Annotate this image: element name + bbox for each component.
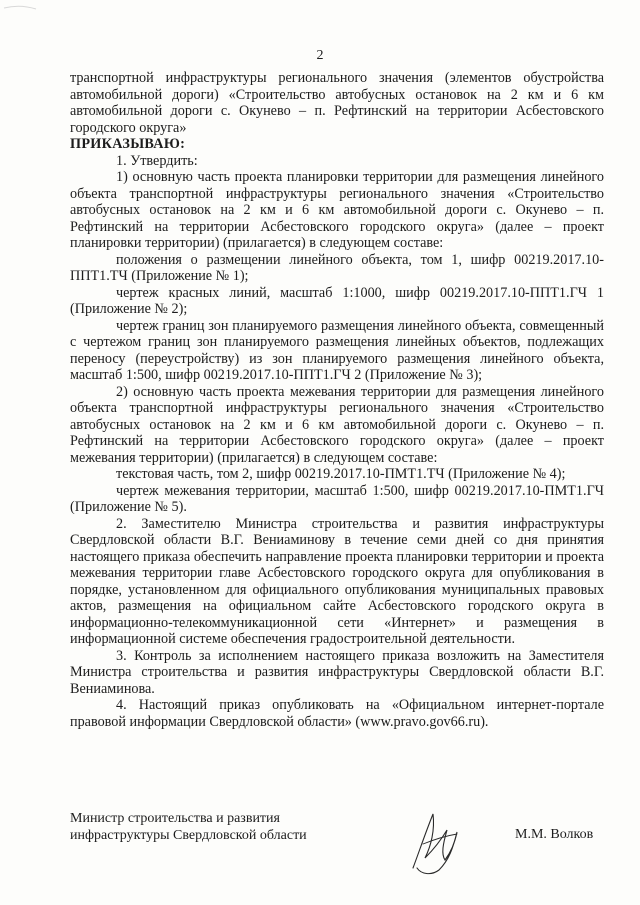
paragraph-1-1-c: чертеж границ зон планируемого размещения линейного объекта, совмещенный с чертежом границ зон планируемого размещения линейных объектов, подлежащих переносу (переустройству) из зон планируемого размещения линейного объекта, масштаб 1:500, шифр 00219.2017.10-ППТ1.ГЧ 2 (Приложение № 3); — [70, 317, 604, 383]
paragraph-1-1-a: положения о размещении линейного объекта, том 1, шифр 00219.2017.10-ППТ1.ТЧ (Приложение № 1); — [70, 251, 604, 284]
paragraph-4: 4. Настоящий приказ опубликовать на «Официальном интернет-портале правовой информации Свердловской области» (www.pravo.gov66.ru). — [70, 697, 604, 730]
paragraph-1-2-a: текстовая часть, том 2, шифр 00219.2017.10-ПМТ1.ТЧ (Приложение № 4); — [116, 466, 566, 482]
signatory-title — [70, 810, 370, 844]
signatory-name: М.М. Волков — [515, 827, 594, 842]
signatory-title-line-1: Министр строительства и развития — [70, 811, 280, 826]
paragraph-1: 1. Утвердить: — [116, 152, 198, 169]
document-body — [70, 70, 604, 730]
order-heading: ПРИКАЗЫВАЮ: — [70, 136, 186, 152]
handwritten-signature — [395, 800, 475, 880]
paragraph-intro: транспортной инфраструктуры регионального значения (элементов обустройства автомобильной дороги) «Строительство автобусных остановок на 2 км и 6 км автомобильной дороги с. Окунево – п. Рефтинский на территории Асбестовского городского округа» — [70, 70, 604, 136]
paragraph-1-1: 1) основную часть проекта планировки территории для размещения линейного объекта транспортной инфраструктуры регионального значения «Строительство автобусных остановок на 2 км и 6 км автомобильной дороги с. Окунево – п. Рефтинский на территории Асбестовского городского округа» (далее – проект планировки территории) (прилагается) в следующем составе: — [70, 169, 604, 251]
scan-mark — [0, 0, 70, 30]
paragraph-2: 2. Заместителю Министра строительства и развития инфраструктуры Свердловской области В.Г. Вениаминову в течение семи дней со дня принятия настоящего приказа обеспечить направление проекта планировки территории и проекта межевания территории главе Асбестовского городского округа для опубликования в порядке, установленном для официального опубликования муниципальных правовых актов, размещения на официальном сайте Асбестовского городского округа в информационно-телекоммуникационной сети «Интернет» и размещения в информационной системе обеспечения градостроительной деятельности. — [70, 515, 604, 647]
page-number: 2 — [316, 48, 324, 63]
paragraph-1-2: 2) основную часть проекта межевания территории для размещения линейного объекта транспортной инфраструктуры регионального значения «Строительство автобусных остановок на 2 км и 6 км автомобильной дороги с. Окунево – п. Рефтинский на территории Асбестовского городского округа» (далее – проект межевания территории) (прилагается) в следующем составе: — [70, 383, 604, 466]
paragraph-3: 3. Контроль за исполнением настоящего приказа возложить на Заместителя Министра строительства и развития инфраструктуры Свердловской области В.Г. Вениаминова. — [70, 647, 604, 697]
paragraph-1-1-b: чертеж красных линий, масштаб 1:1000, шифр 00219.2017.10-ППТ1.ГЧ 1 (Приложение № 2); — [70, 284, 604, 317]
paragraph-1-2-b: чертеж межевания территории, масштаб 1:500, шифр 00219.2017.10-ПМТ1.ГЧ (Приложение № 5). — [70, 482, 604, 515]
signatory-title-line-2: инфраструктуры Свердловской области — [70, 828, 307, 843]
